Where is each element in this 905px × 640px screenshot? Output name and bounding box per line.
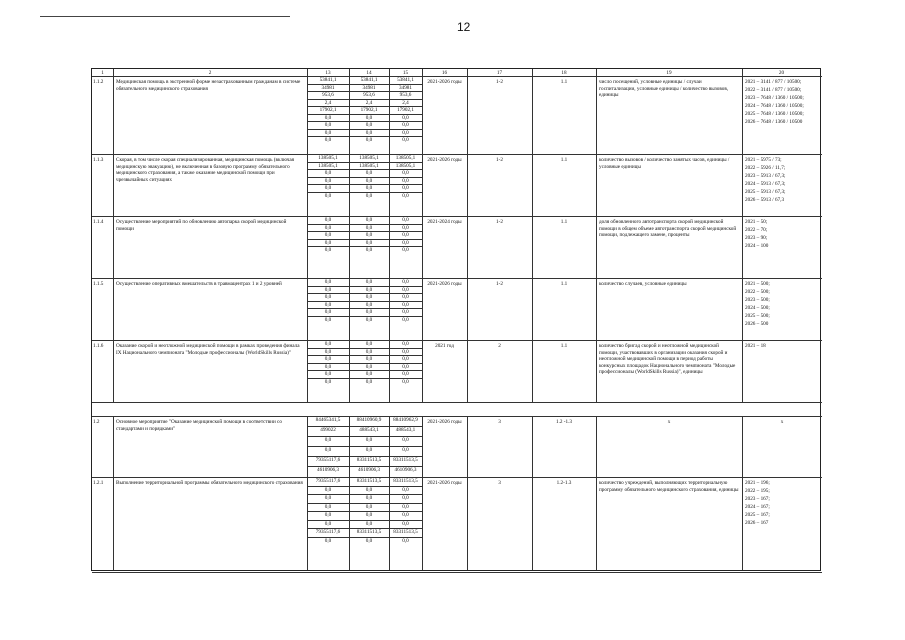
funding-value: 0,0 xyxy=(365,232,373,238)
funding-value: 953,6 xyxy=(363,92,375,98)
funding-value: 0,0 xyxy=(324,316,332,323)
funding-value: 0,0 xyxy=(324,437,332,443)
funding-value: 0,0 xyxy=(365,170,373,176)
target-value: 2023 – 167; xyxy=(745,495,770,502)
funding-value: 88410960,9 xyxy=(356,417,382,423)
funding-value: 0,0 xyxy=(324,129,332,136)
funding-value: 0,0 xyxy=(324,224,332,231)
funding-value: 0,0 xyxy=(365,177,373,184)
funding-value: 0,0 xyxy=(402,247,409,253)
years: 2021-2026 годы xyxy=(427,480,462,486)
funding-subrow-rule xyxy=(307,136,422,137)
target-value: 2021 – 50; xyxy=(745,219,768,225)
funding-value: 0,0 xyxy=(324,309,332,315)
col17: 3 xyxy=(498,480,501,486)
funding-subrow-rule xyxy=(307,316,422,317)
funding-value: 0,0 xyxy=(365,447,373,453)
funding-value: 0,0 xyxy=(324,348,332,355)
funding-subrow-rule xyxy=(307,91,422,92)
funding-value: 83311513,5 xyxy=(393,478,418,484)
funding-value: 0,0 xyxy=(324,341,332,347)
funding-value: 0,0 xyxy=(402,286,409,293)
target-value: 2021 – 196; xyxy=(745,480,770,486)
target-value: 2026 – 5913 / 67,3 xyxy=(745,196,785,203)
indicator: количество случаев, условные единицы xyxy=(599,281,687,287)
funding-value: 0,0 xyxy=(365,341,373,347)
funding-subrow-rule xyxy=(307,348,422,349)
funding-value: 0,0 xyxy=(365,114,373,121)
funding-value: 83311513,5 xyxy=(356,478,382,484)
funding-subrow-rule xyxy=(307,177,422,178)
funding-value: 0,0 xyxy=(402,114,409,121)
funding-subrow-rule xyxy=(307,528,422,529)
col17: 3 xyxy=(498,419,501,425)
funding-value: 0,0 xyxy=(402,495,409,501)
section-gap xyxy=(93,403,820,416)
column-header: 14 xyxy=(366,69,372,76)
funding-value: 0,0 xyxy=(365,224,373,231)
funding-subrow-rule xyxy=(307,286,422,287)
funding-value: 138505,1 xyxy=(359,155,379,161)
funding-value: 0,0 xyxy=(402,185,409,191)
measure-name: Основное мероприятие "Оказание медицинской помощи в соответствии со стандартами и порядками" xyxy=(116,419,282,432)
funding-value: 4610906,3 xyxy=(357,467,381,473)
funding-value: 0,0 xyxy=(402,301,409,308)
funding-value: 0,0 xyxy=(365,316,373,323)
funding-value: 0,0 xyxy=(402,447,409,453)
row-number: 1.1.4 xyxy=(93,219,104,225)
row-rule xyxy=(92,154,822,155)
target-value: 2024 – 167; xyxy=(745,503,770,510)
funding-subrow-rule xyxy=(307,370,422,371)
funding-value: 34981 xyxy=(399,84,412,91)
column-header: 1 xyxy=(101,69,104,76)
funding-value: 0,0 xyxy=(365,348,373,355)
funding-value: 0,0 xyxy=(365,371,373,377)
target-value: 2022 – 500; xyxy=(745,288,770,295)
funding-value: 0,0 xyxy=(324,232,332,238)
funding-value: 0,0 xyxy=(402,177,409,184)
funding-value: 0,0 xyxy=(402,363,409,370)
funding-value: 0,0 xyxy=(365,122,373,128)
column-divider xyxy=(742,69,743,570)
years: 2021-2026 годы xyxy=(427,79,462,85)
funding-value: 0,0 xyxy=(402,232,409,238)
funding-value: 0,0 xyxy=(402,348,409,355)
target-value: 2023 – 5913 / 67,3; xyxy=(745,172,786,179)
funding-value: 0,0 xyxy=(324,192,332,199)
row-number: 1.1.6 xyxy=(93,343,104,349)
years: 2021-2024 годы xyxy=(427,219,462,225)
funding-value: 83311513,5 xyxy=(393,457,418,463)
row-rule xyxy=(92,278,822,279)
funding-value: 4610906,3 xyxy=(316,467,340,473)
row-rule xyxy=(92,216,822,217)
funding-value: 0,0 xyxy=(324,185,332,191)
funding-subrow-rule xyxy=(307,224,422,225)
funding-value: 0,0 xyxy=(324,503,332,510)
indicator: число посещений, условные единицы / случаи госпитализации, условные единицы / количество вызовов, единицы xyxy=(599,79,729,99)
column-divider xyxy=(596,69,597,570)
funding-value: 0,0 xyxy=(324,495,332,501)
funding-value: 0,0 xyxy=(402,356,409,362)
funding-value: 0,0 xyxy=(365,495,373,501)
funding-value: 17902,1 xyxy=(319,107,337,113)
col17: 1-2 xyxy=(496,79,503,85)
column-divider xyxy=(113,69,114,570)
column-header: 17 xyxy=(496,69,503,76)
funding-value: 953,6 xyxy=(322,92,334,98)
funding-value: 79355117,6 xyxy=(315,478,341,484)
funding-value: 0,0 xyxy=(324,378,332,385)
target-value: 2024 – 100 xyxy=(745,242,769,249)
target-value: 2023 – 7648 / 1360 / 10500; xyxy=(745,94,804,101)
funding-value: 0,0 xyxy=(324,217,332,223)
funding-subrow-rule xyxy=(307,99,422,100)
funding-value: 0,0 xyxy=(365,286,373,293)
funding-subrow-rule xyxy=(307,121,422,122)
column-header: 13 xyxy=(325,69,331,76)
funding-subrow-rule xyxy=(307,503,422,504)
indicator: доля обновленного автотранспорта скорой медицинской помощи в общем объеме автотранспорта скорой медицинской помощи, подлежащего замене, проценты xyxy=(599,219,737,239)
col18: 1.1 xyxy=(560,219,568,225)
row-number: 1.2.1 xyxy=(93,480,104,486)
target-value: 2021 – 500; xyxy=(745,281,770,287)
target-value: 2024 – 500; xyxy=(745,304,770,311)
funding-value: 0,0 xyxy=(402,192,409,199)
funding-subrow-rule xyxy=(307,436,422,437)
target-value: 2021 – 5975 / 73; xyxy=(745,157,782,163)
page-number: 12 xyxy=(457,20,471,34)
funding-value: 0,0 xyxy=(402,371,409,377)
funding-value: 0,0 xyxy=(324,247,332,253)
funding-value: 0,0 xyxy=(402,137,409,143)
indicator: х xyxy=(667,419,671,425)
funding-value: 17902,1 xyxy=(397,107,414,113)
funding-subrow-rule xyxy=(307,456,422,457)
funding-value: 0,0 xyxy=(324,356,332,362)
funding-value: 2,4 xyxy=(402,99,409,106)
funding-value: 0,0 xyxy=(402,378,409,385)
target-value: 2025 – 7648 / 1360 / 10500; xyxy=(745,110,804,117)
funding-subrow-rule xyxy=(307,466,422,467)
measure-name: Медицинская помощь в экстренной форме незастрахованным гражданам в системе обязательного медицинского страхования xyxy=(116,79,301,92)
funding-value: 0,0 xyxy=(365,279,373,285)
funding-subrow-rule xyxy=(307,308,422,309)
funding-value: 0,0 xyxy=(402,512,409,518)
column-divider xyxy=(422,69,423,570)
funding-value: 0,0 xyxy=(324,279,332,285)
col18: 1.1 xyxy=(560,343,568,349)
col17: 1-2 xyxy=(496,157,503,163)
indicator: количество вызовов / количество занятых часов, единицы / условные единицы xyxy=(599,157,730,170)
funding-value: 0,0 xyxy=(402,170,409,176)
funding-value: 488543,1 xyxy=(395,427,416,433)
col18: 1.1 xyxy=(560,157,568,163)
funding-value: 0,0 xyxy=(402,217,409,223)
funding-value: 0,0 xyxy=(365,301,373,308)
funding-value: 0,0 xyxy=(402,279,409,285)
measure-name: Скорая, в том числе скорая специализированная, медицинская помощь (включая медицинскую эвакуацию), не включенная в базовую программу обязательного медицинского страхования, а также оказание медицинской помощи при чрезвычайных ситуациях xyxy=(116,157,295,183)
column-divider xyxy=(467,69,468,570)
funding-value: 0,0 xyxy=(365,520,373,527)
funding-subrow-rule xyxy=(307,486,422,487)
target-value: 2023 – 90; xyxy=(745,234,768,241)
column-divider xyxy=(532,69,533,570)
target-value: 2022 – 3141 / 877 / 10500; xyxy=(745,86,802,93)
target-value: 2023 – 500; xyxy=(745,296,770,303)
target-value: х xyxy=(780,419,784,425)
program-table xyxy=(91,68,821,571)
col18: 1.1 xyxy=(560,79,568,85)
funding-value: 0,0 xyxy=(365,503,373,510)
funding-subrow-rule xyxy=(307,378,422,379)
funding-value: 0,0 xyxy=(402,316,409,323)
funding-value: 0,0 xyxy=(324,537,332,544)
target-value: 2024 – 7648 / 1360 / 10500; xyxy=(745,102,804,109)
indicator: количество бригад скорой и неотложной медицинской помощи, участвовавших в организации оказания скорой и неотложной медицинской помощи в период работы конкурсных площадок Национального чемпионата "Молодые профессионалы (WorldSkills Russia)", единицы xyxy=(599,343,736,376)
col17: 2 xyxy=(498,343,501,349)
funding-value: 0,0 xyxy=(365,185,373,191)
target-value: 2026 – 167 xyxy=(745,519,769,526)
years: 2021-2026 годы xyxy=(427,281,462,287)
funding-value: 83311513,5 xyxy=(356,457,382,463)
header-row-rule xyxy=(92,76,822,77)
indicator: количество учреждений, выполняющих территориальную программу обязательного медицинского страхования, единицы xyxy=(599,480,739,493)
funding-subrow-rule xyxy=(307,114,422,115)
funding-subrow-rule xyxy=(307,520,422,521)
target-value: 2025 – 5913 / 67,3; xyxy=(745,188,786,195)
row-rule xyxy=(92,572,822,573)
funding-value: 0,0 xyxy=(324,114,332,121)
col18: 1.2 -1.3 xyxy=(556,419,572,425)
measure-name: Осуществление оперативных вмешательств в травмацентрах 1 и 2 уровней xyxy=(116,281,282,287)
funding-subrow-rule xyxy=(307,355,422,356)
funding-value: 0,0 xyxy=(324,486,332,493)
target-value: 2022 – 70; xyxy=(745,226,768,233)
funding-value: 0,0 xyxy=(365,247,373,253)
funding-subrow-rule xyxy=(307,537,422,538)
funding-value: 0,0 xyxy=(402,341,409,347)
col18: 1.1 xyxy=(560,281,568,287)
column-header: 18 xyxy=(561,69,567,76)
funding-subrow-rule xyxy=(307,239,422,240)
funding-value: 79355117,6 xyxy=(315,457,341,463)
funding-value: 0,0 xyxy=(324,170,332,176)
row-number: 1.1.3 xyxy=(93,157,104,163)
years: 2021-2026 годы xyxy=(427,419,462,425)
funding-value: 4610906,3 xyxy=(394,467,417,473)
target-value: 2021 – 3141 / 877 / 10500; xyxy=(745,79,802,85)
target-value: 2024 – 5913 / 67,3; xyxy=(745,180,786,187)
funding-value: 53841,1 xyxy=(397,77,414,83)
funding-value: 0,0 xyxy=(324,371,332,377)
funding-value: 2,4 xyxy=(365,99,373,106)
funding-value: 84465341,5 xyxy=(315,417,341,423)
funding-value: 0,0 xyxy=(402,309,409,315)
row-rule xyxy=(92,477,822,478)
funding-value: 0,0 xyxy=(365,486,373,493)
row-rule xyxy=(92,340,822,341)
row-number: 1.2 xyxy=(93,419,100,425)
funding-value: 0,0 xyxy=(324,363,332,370)
funding-value: 0,0 xyxy=(324,301,332,308)
funding-value: 0,0 xyxy=(365,137,373,143)
row-number: 1.1.2 xyxy=(93,79,104,85)
funding-value: 0,0 xyxy=(402,224,409,231)
target-value: 2022 – 5926 / 11,7; xyxy=(745,164,786,171)
funding-value: 0,0 xyxy=(402,503,409,510)
funding-value: 0,0 xyxy=(324,137,332,143)
funding-value: 499022 xyxy=(320,427,336,433)
row-number: 1.1.5 xyxy=(93,281,104,287)
funding-subrow-rule xyxy=(307,231,422,232)
funding-value: 0,0 xyxy=(402,537,409,544)
funding-value: 83311513,5 xyxy=(356,529,382,535)
funding-subrow-rule xyxy=(307,446,422,447)
funding-subrow-rule xyxy=(307,169,422,170)
funding-value: 953,6 xyxy=(399,92,412,98)
target-value: 2026 – 500 xyxy=(745,320,769,327)
column-header: 19 xyxy=(666,69,672,76)
funding-subrow-rule xyxy=(307,246,422,247)
funding-value: 2,4 xyxy=(324,99,332,106)
funding-subrow-rule xyxy=(307,426,422,427)
funding-value: 0,0 xyxy=(324,122,332,128)
column-header: 15 xyxy=(402,69,409,76)
funding-value: 0,0 xyxy=(402,129,409,136)
funding-value: 0,0 xyxy=(402,122,409,128)
funding-subrow-rule xyxy=(307,106,422,107)
funding-value: 0,0 xyxy=(324,520,332,527)
measure-name: Оказание скорой и неотложной медицинской помощи в рамках проведения финала IX Национального чемпионата "Молодые профессионалы (WorldSkills Russia)" xyxy=(116,343,300,356)
funding-subrow-rule xyxy=(307,511,422,512)
funding-value: 0,0 xyxy=(324,239,332,246)
target-value: 2021 – 18 xyxy=(745,343,766,349)
target-value: 2026 – 7648 / 1360 / 10500 xyxy=(745,118,803,125)
column-header: 16 xyxy=(441,69,448,76)
funding-value: 0,0 xyxy=(365,192,373,199)
funding-value: 0,0 xyxy=(324,512,332,518)
funding-subrow-rule xyxy=(307,494,422,495)
funding-value: 138505,1 xyxy=(359,162,379,169)
funding-value: 17902,1 xyxy=(360,107,378,113)
funding-value: 34981 xyxy=(321,84,335,91)
funding-value: 0,0 xyxy=(365,537,373,544)
funding-value: 34981 xyxy=(362,84,376,91)
header-rule xyxy=(40,16,290,17)
funding-value: 0,0 xyxy=(402,486,409,493)
col18: 1.2-1.3 xyxy=(556,480,572,486)
target-value: 2025 – 167; xyxy=(745,511,770,518)
years: 2021-2026 годы xyxy=(427,157,462,163)
funding-value: 488543,1 xyxy=(359,427,379,433)
funding-value: 83311513,5 xyxy=(393,529,418,535)
col17: 1-2 xyxy=(496,281,503,287)
funding-value: 88410962,9 xyxy=(393,417,418,423)
row-rule xyxy=(92,402,822,403)
funding-value: 0,0 xyxy=(324,177,332,184)
funding-value: 0,0 xyxy=(402,520,409,527)
funding-value: 0,0 xyxy=(365,239,373,246)
measure-name: Выполнение территориальной программы обязательного медицинского страхования xyxy=(116,480,303,486)
funding-value: 0,0 xyxy=(365,378,373,385)
funding-subrow-rule xyxy=(307,162,422,163)
funding-value: 0,0 xyxy=(365,294,373,300)
funding-value: 0,0 xyxy=(365,309,373,315)
funding-subrow-rule xyxy=(307,192,422,193)
funding-value: 0,0 xyxy=(402,294,409,300)
funding-subrow-rule xyxy=(307,363,422,364)
funding-value: 0,0 xyxy=(365,437,373,443)
funding-value: 53841,1 xyxy=(360,77,378,83)
funding-value: 138505,1 xyxy=(395,162,416,169)
funding-value: 0,0 xyxy=(365,217,373,223)
column-header: 20 xyxy=(778,69,785,76)
funding-subrow-rule xyxy=(307,293,422,294)
funding-value: 0,0 xyxy=(365,512,373,518)
funding-subrow-rule xyxy=(307,184,422,185)
funding-value: 0,0 xyxy=(324,294,332,300)
funding-value: 0,0 xyxy=(365,129,373,136)
funding-subrow-rule xyxy=(307,84,422,85)
column-header: 2 xyxy=(208,69,212,76)
funding-subrow-rule xyxy=(307,301,422,302)
funding-value: 138505,1 xyxy=(395,155,416,161)
funding-subrow-rule xyxy=(307,129,422,130)
funding-value: 138505,1 xyxy=(318,162,338,169)
years: 2021 год xyxy=(435,343,454,349)
funding-value: 0,0 xyxy=(402,437,409,443)
row-rule xyxy=(92,416,822,417)
funding-value: 53841,1 xyxy=(319,77,337,83)
col17: 1-2 xyxy=(496,219,503,225)
target-value: 2022 – 195; xyxy=(745,487,770,494)
funding-value: 79355117,6 xyxy=(315,529,341,535)
measure-name: Осуществление мероприятий по обновлению автопарка скорой медицинской помощи xyxy=(116,219,287,232)
target-value: 2025 – 500; xyxy=(745,312,770,319)
funding-value: 138505,1 xyxy=(318,155,338,161)
funding-value: 0,0 xyxy=(324,286,332,293)
funding-value: 0,0 xyxy=(324,447,332,453)
funding-value: 0,0 xyxy=(365,363,373,370)
funding-value: 0,0 xyxy=(365,356,373,362)
funding-value: 0,0 xyxy=(402,239,409,246)
